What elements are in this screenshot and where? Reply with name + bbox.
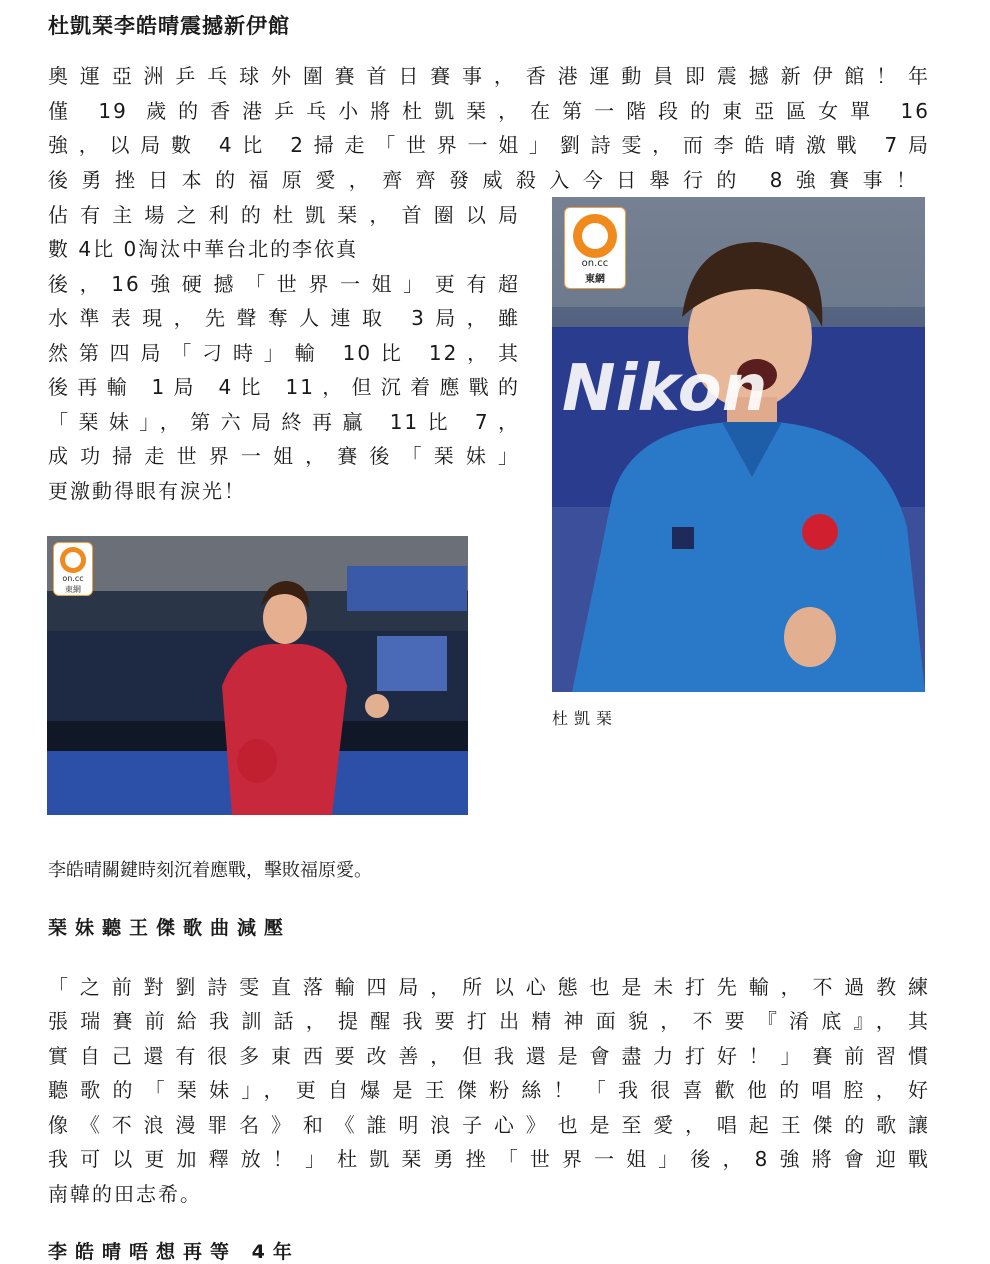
intro-line: 僅 19 歲的香港乒乓小將杜凱琹，在第一階段的東亞區女單 16 — [48, 99, 930, 123]
match-line: 水準表現，先聲奪人連取 3局，雖 — [48, 306, 520, 330]
quote-line: 實自己還有很多東西要改善，但我還是會盡力打好！」賽前習慣 — [48, 1044, 930, 1068]
oncc-logo-small — [53, 542, 93, 596]
quote-line: 張瑞賽前給我訓話，提醒我要打出精神面貌，不要『淆底』，其 — [48, 1009, 930, 1033]
oncc-logo-sub: 東網 — [65, 585, 81, 594]
subheading-2: 李皓晴唔想再等 4年 — [48, 1241, 300, 1263]
match-line: 數 4比 0淘汰中華台北的李依真 — [48, 237, 359, 261]
match-line: 後，16強硬撼「世界一姐」更有超 — [48, 272, 520, 296]
oncc-logo-text: on.cc — [581, 258, 609, 269]
oncc-logo-sub: 東網 — [585, 274, 605, 285]
match-line: 後再輸 1局 4比 11，但沉着應戰的 — [48, 375, 520, 399]
quote-line: 我可以更加釋放！」杜凱琹勇挫「世界一姐」後，8強將會迎戰 — [48, 1147, 930, 1171]
doo-hoi-kem-photo — [552, 197, 925, 692]
lee-ho-ching-photo — [47, 536, 468, 815]
photo-right-caption: 杜凱琹 — [552, 709, 619, 728]
quote-line: 聽歌的「琹妹」，更自爆是王傑粉絲！「我很喜歡他的唱腔，好 — [48, 1078, 930, 1102]
intro-line: 奧運亞洲乒乓球外圍賽首日賽事，香港運動員即震撼新伊館！年 — [48, 64, 930, 88]
quote-line: 「之前對劉詩雯直落輸四局，所以心態也是未打先輸，不過教練 — [48, 975, 930, 999]
quote-line: 像《不浪漫罪名》和《誰明浪子心》也是至愛，唱起王傑的歌讓 — [48, 1113, 930, 1137]
oncc-logo — [564, 207, 626, 289]
oncc-logo-text: on.cc — [62, 574, 84, 583]
match-line: 佔有主場之利的杜凱琹，首圈以局 — [48, 203, 520, 227]
quote-line: 南韓的田志希。 — [48, 1182, 202, 1206]
match-line: 成功掃走世界一姐，賽後「琹妹」 — [48, 444, 520, 468]
intro-line: 後勇挫日本的福原愛，齊齊發威殺入今日舉行的 8強賽事！ — [48, 168, 918, 192]
intro-line: 強，以局數 4比 2掃走「世界一姐」劉詩雯，而李皓晴激戰 7局 — [48, 133, 930, 157]
banner-text: Nikon — [562, 352, 768, 426]
article-title: 杜凱琹李皓晴震撼新伊館 — [48, 14, 290, 38]
oncc-logo-ring — [65, 552, 81, 568]
photo-left-caption: 李皓晴關鍵時刻沉着應戰，擊敗福原愛。 — [48, 860, 372, 881]
lee-ho-ching-illustration — [47, 536, 468, 815]
match-line: 「琹妹」，第六局終再贏 11比 7， — [48, 410, 520, 434]
match-line: 然第四局「刁時」輸 10比 12，其 — [48, 341, 520, 365]
subheading-1: 琹妹聽王傑歌曲減壓 — [48, 917, 292, 939]
oncc-logo-ring — [582, 223, 608, 249]
match-line: 更激動得眼有淚光！ — [48, 479, 246, 503]
